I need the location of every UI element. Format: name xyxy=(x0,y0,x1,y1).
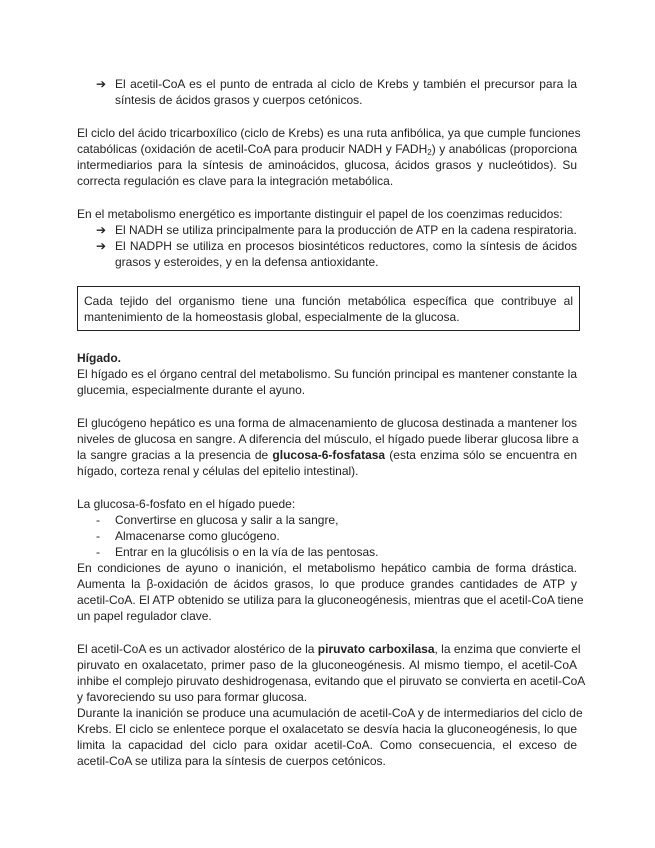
enzyme-term: glucosa-6-fosfatasa xyxy=(272,448,386,462)
paragraph-line: un papel regulador clave. xyxy=(77,609,212,623)
bullet-text-line: El acetil-CoA es el punto de entrada al ciclo de Krebs y también el precursor para la xyxy=(115,77,577,91)
paragraph-line: acetil-CoA se utiliza para la síntesis de cuerpos cetónicos. xyxy=(77,754,386,768)
paragraph-line: catabólicas (oxidación de acetil-CoA para producir NADH y $FADH_2$) y anabólicas (proporciona xyxy=(77,142,577,157)
paragraph-line: hígado, corteza renal y células del epitelio intestinal). xyxy=(77,464,359,478)
paragraph-line: piruvato en oxalacetato, primer paso de la gluconeogénesis. Al mismo tiempo, el acetil-CoA xyxy=(77,658,577,672)
paragraph-line: El ciclo del ácido tricarboxílico (ciclo de Krebs) es una ruta anfibólica, ya que cumple funciones xyxy=(77,126,581,140)
paragraph-line: Krebs. El ciclo se enlentece porque el oxalacetato se desvía hacia la gluconeogénesis, lo que xyxy=(77,722,577,736)
bullet-text-line: El NADH se utiliza principalmente para la producción de ATP en la cadena respiratoria. xyxy=(115,223,577,237)
list-item: Almacenarse como glucógeno. xyxy=(115,529,280,543)
dash-bullet: - xyxy=(96,513,100,527)
enzyme-term: piruvato carboxilasa xyxy=(317,642,435,656)
section-heading: Hígado. xyxy=(77,351,121,365)
paragraph-line: El hígado es el órgano central del metabolismo. Su función principal es mantener constante la xyxy=(77,367,577,381)
paragraph-line: La glucosa-6-fosfato en el hígado puede: xyxy=(77,497,296,511)
paragraph-line: El glucógeno hepático es una forma de almacenamiento de glucosa destinada a mantener los xyxy=(77,416,577,430)
paragraph-line: Aumenta la β-oxidación de ácidos grasos, lo que produce grandes cantidades de ATP y xyxy=(77,577,577,591)
paragraph-line: Durante la inanición se produce una acumulación de acetil-CoA y de intermediarios del ciclo de xyxy=(77,706,583,720)
dash-bullet: - xyxy=(96,545,100,559)
bullet-text-line: grasos y esteroides, y en la defensa antioxidante. xyxy=(115,255,379,269)
note-line: mantenimiento de la homeostasis global, especialmente de la glucosa. xyxy=(84,310,460,324)
list-item: Convertirse en glucosa y salir a la sangre, xyxy=(115,513,339,527)
paragraph-line: la sangre gracias a la presencia de glucosa-6-fosfatasa (esta enzima sólo se encuentra en xyxy=(77,448,577,462)
dash-bullet: - xyxy=(96,529,100,543)
paragraph-line: limita la capacidad del ciclo para oxidar acetil-CoA. Como consecuencia, el exceso de xyxy=(77,738,577,752)
paragraph-line: intermediarios para la síntesis de aminoácidos, glucosa, ácidos grasos y nucleótidos). Su xyxy=(77,158,577,172)
paragraph-line: El acetil-CoA es un activador alostérico de la piruvato carboxilasa, la enzima que convierte el xyxy=(77,642,581,656)
paragraph-line: En el metabolismo energético es importante distinguir el papel de los coenzimas reducidos: xyxy=(77,207,563,221)
bullet-text-line: síntesis de ácidos grasos y cuerpos cetónicos. xyxy=(115,93,363,107)
arrow-bullet-icon: ➔ xyxy=(96,223,107,237)
paragraph-line: y favoreciendo su uso para formar glucosa. xyxy=(77,690,308,704)
paragraph-line: acetil-CoA. El ATP obtenido se utiliza para la gluconeogénesis, mientras que el acetil-CoA tiene xyxy=(77,593,584,607)
list-item: Entrar en la glucólisis o en la vía de las pentosas. xyxy=(115,545,379,559)
paragraph-line: glucemia, especialmente durante el ayuno. xyxy=(77,383,306,397)
paragraph-line: inhibe el complejo piruvato deshidrogenasa, evitando que el piruvato se convierta en acetil-CoA xyxy=(77,674,586,688)
bullet-text-line: El NADPH se utiliza en procesos biosintéticos reductores, como la síntesis de ácidos xyxy=(115,239,577,253)
paragraph-line: En condiciones de ayuno o inanición, el metabolismo hepático cambia de forma drástica. xyxy=(77,561,577,575)
arrow-bullet-icon: ➔ xyxy=(96,239,107,253)
note-line: Cada tejido del organismo tiene una función metabólica específica que contribuye al xyxy=(84,294,573,308)
paragraph-line: niveles de glucosa en sangre. A diferencia del músculo, el hígado puede liberar glucosa libre a xyxy=(77,432,579,446)
arrow-bullet-icon: ➔ xyxy=(96,77,107,91)
paragraph-line: correcta regulación es clave para la integración metabólica. xyxy=(77,174,394,188)
